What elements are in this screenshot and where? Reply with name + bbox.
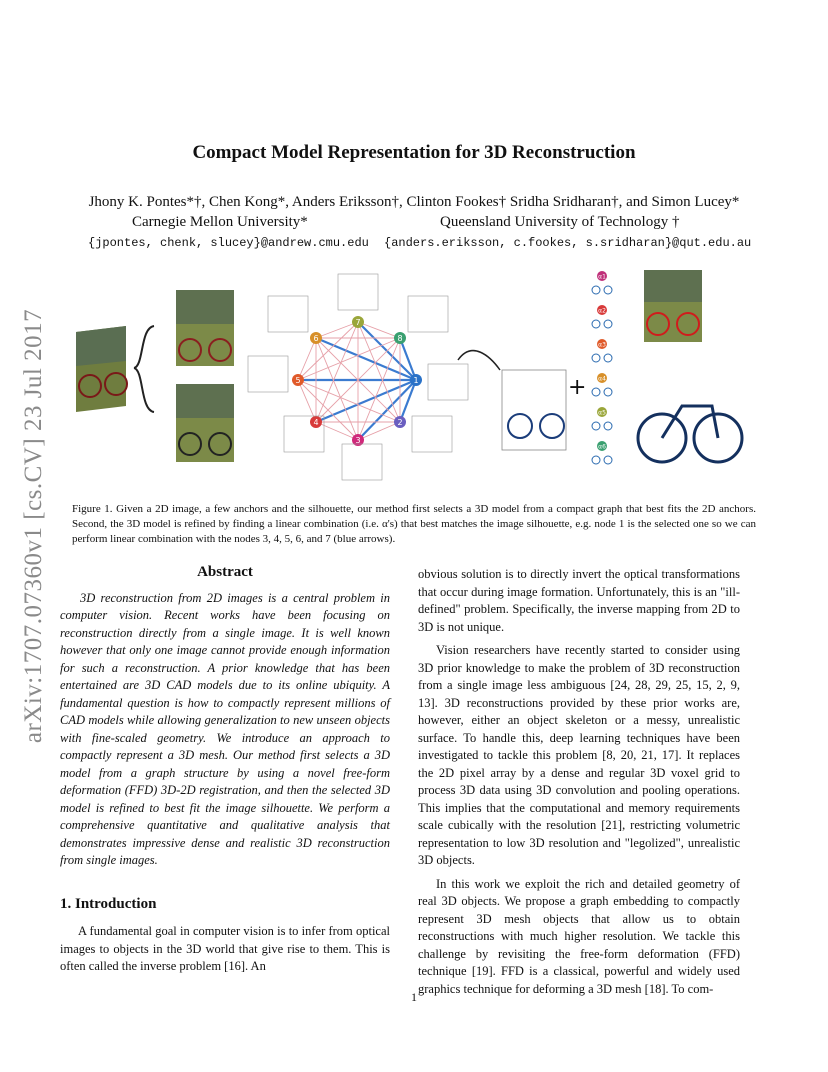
intro-paragraph-1: A fundamental goal in computer vision is to infer from optical images to objects in the 3D world that give rise to them. This is often called the inverse problem [16]. An bbox=[60, 924, 390, 973]
alpha-item bbox=[592, 339, 612, 362]
left-column bbox=[60, 564, 390, 976]
email-qut: {anders.eriksson, c.fookes, s.sridharan}@qut.edu.au bbox=[384, 236, 752, 250]
svg-text:α4: α4 bbox=[598, 375, 606, 383]
graph-node bbox=[310, 416, 322, 428]
affiliation-cmu: Carnegie Mellon University* bbox=[132, 214, 308, 230]
affiliation-qut: Queensland University of Technology † bbox=[440, 214, 680, 230]
figure-1 bbox=[72, 266, 756, 494]
svg-text:2: 2 bbox=[397, 418, 403, 427]
svg-text:α3: α3 bbox=[598, 341, 606, 349]
silhouette-photo bbox=[176, 384, 234, 462]
result-photo bbox=[644, 270, 702, 342]
alpha-item bbox=[592, 271, 612, 294]
right-paragraph-2: Vision researchers have recently started to consider using 3D prior knowledge to make the problem of 3D reconstruction from a single image less ambiguous [24, 28, 29, 25, 15, 2, 9, 13]. 3D reconstructions provided by these prior works are, however, either an object skeleton or a messy, unrealistic surface. To handle this, deep learning techniques have been investigated to tackle this problem [8, 20, 21, 17]. It replaces the 2D pixel array by a dense and regular 3D voxel grid to process 3D data using 3D convolution and pooling operations. This implies that the computational and memory requirements scale cubically with the resolution [21], restricting volumetric representation to low 3D resolution and "legolized", unrealistic 3D objects. bbox=[418, 643, 740, 867]
alpha-item bbox=[592, 373, 612, 396]
abstract-text: 3D reconstruction from 2D images is a central problem in computer vision. Recent works have been focusing on reconstruction directly from a single image. It is well known however that only one image cannot provide enough information for such a reconstruction. A prior knowledge that has been entertained are 3D CAD models due to its online ubiquity. A fundamental question is how to compactly represent millions of CAD models while allowing generalization to new unseen objects with fine-scaled geometry. We introduce an approach to compactly represent a 3D mesh. Our method first selects a 3D model from a graph structure by using a novel free-form deformation (FFD) 3D-2D registration, and then the selected 3D model is refined to best fit the image silhouette. We perform a comprehensive quantitative and qualitative analysis that demonstrates impressive dense and realistic 3D reconstruction from single images. bbox=[60, 590, 390, 867]
right-paragraph-3: In this work we exploit the rich and detailed geometry of real 3D objects. We propose a graph embedding to compactly represent 3D mesh objects that allow us to obtain reconstructions with much higher resolution. We tackle this challenge by revisiting the free-form deformation (FFD) technique [19]. FFD is a classical, powerful and widely used graphics technique for deforming a 3D mesh [18]. To com- bbox=[418, 876, 740, 996]
figure-graphic bbox=[72, 266, 756, 494]
intro-heading: 1. Introduction bbox=[60, 895, 157, 912]
figure-caption: Figure 1. Given a 2D image, a few anchors and the silhouette, our method first selects a 3D model from a compact graph that best fits the 2D anchors. Second, the 3D model is refined by finding a linear combination (i.e. α's) that best matches the image silhouette, e.g. node 1 is the selected one so we can perform linear combination with the nodes 3, 4, 5, 6, and 7 (blue arrows). bbox=[72, 503, 756, 545]
alpha-item bbox=[592, 305, 612, 328]
svg-text:6: 6 bbox=[313, 334, 319, 343]
svg-text:7: 7 bbox=[355, 318, 361, 327]
graph-node bbox=[310, 332, 322, 344]
alpha-column bbox=[592, 271, 612, 464]
graph-edge bbox=[358, 322, 400, 338]
svg-text:5: 5 bbox=[295, 376, 301, 385]
svg-text:1: 1 bbox=[413, 376, 419, 385]
brace-shape bbox=[134, 326, 154, 412]
svg-text:α5: α5 bbox=[598, 409, 606, 417]
input-photo bbox=[76, 326, 127, 412]
svg-text:4: 4 bbox=[313, 418, 319, 427]
right-paragraph-1: obvious solution is to directly invert the optical transformations that occur during image formation. Unfortunately, this is an "ill-defined" problem. Specifically, the inverse mapping from 2D to 3D is not unique. bbox=[418, 567, 740, 634]
svg-text:8: 8 bbox=[397, 334, 403, 343]
plus-sign: + bbox=[568, 375, 587, 400]
graph-node bbox=[394, 332, 406, 344]
lattice-bike bbox=[502, 370, 566, 450]
paper-title: Compact Model Representation for 3D Reconstruction bbox=[192, 142, 636, 163]
arxiv-id: arXiv:1707.07360v1 [cs.CV] 23 Jul 2017 bbox=[20, 308, 47, 744]
graph-node bbox=[410, 374, 422, 386]
svg-text:α6: α6 bbox=[598, 443, 606, 451]
graph-edge bbox=[316, 322, 358, 338]
alpha-item bbox=[592, 407, 612, 430]
anchor-photo bbox=[176, 290, 234, 366]
email-cmu: {jpontes, chenk, slucey}@andrew.cmu.edu bbox=[88, 236, 369, 250]
graph-node bbox=[394, 416, 406, 428]
reconstructed-bike bbox=[638, 406, 742, 462]
svg-text:α1: α1 bbox=[598, 273, 606, 281]
graph-node bbox=[292, 374, 304, 386]
graph-node bbox=[352, 316, 364, 328]
right-column bbox=[418, 566, 740, 998]
alpha-item bbox=[592, 441, 612, 464]
author-list: Jhony K. Pontes*†, Chen Kong*, Anders Eriksson†, Clinton Fookes† Sridha Sridharan†, and Simon Lucey* bbox=[88, 194, 740, 210]
svg-text:3: 3 bbox=[355, 436, 361, 445]
arxiv-sidebar bbox=[14, 292, 54, 760]
page-number: 1 bbox=[411, 990, 417, 1004]
abstract-heading: Abstract bbox=[197, 564, 253, 580]
refine-arrow bbox=[458, 351, 500, 370]
svg-text:α2: α2 bbox=[598, 307, 606, 315]
